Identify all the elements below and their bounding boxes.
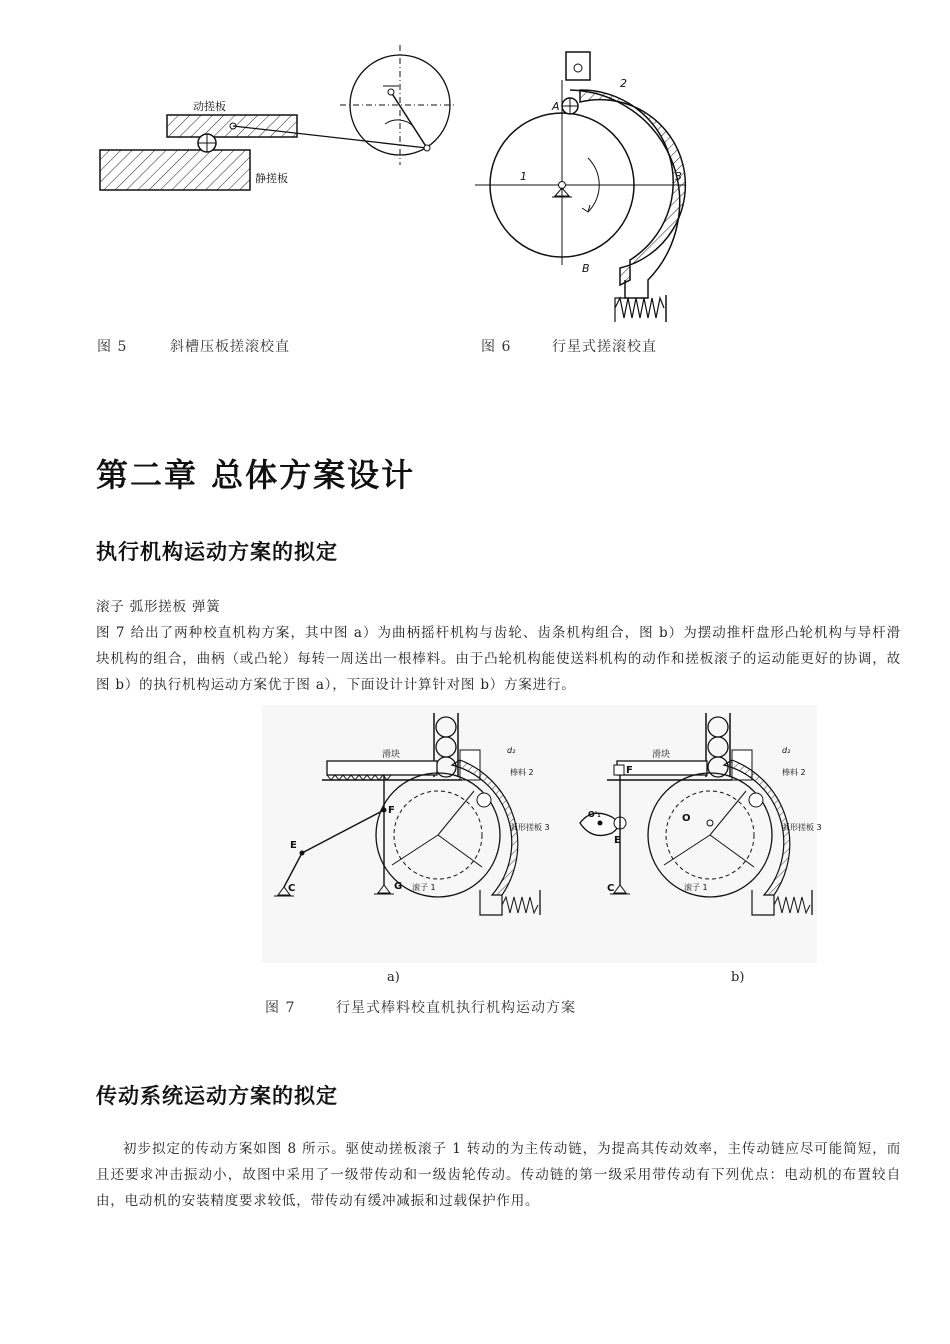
label-b: B [582,262,590,275]
fig7a-label-bar: 棒料 2 [510,768,534,777]
fig7a-label-e: E [290,840,297,851]
fig7b-label-roller: 滚子 1 [684,883,708,892]
fig7a-label-c: C [288,883,296,894]
fig7a-label-g: G [394,881,403,892]
fig7b-slider-label: 滑块 [652,750,671,760]
fig7b-label-e: E [614,835,621,846]
label-1: 1 [520,170,527,183]
fig7b-label-o1: O'₁ [588,810,601,819]
fig7a-label-roller: 滚子 1 [412,883,436,892]
label-3: 3 [675,170,682,183]
section1-paragraph: 图 7 给出了两种校直机构方案，其中图 a）为曲柄摇杆机构与齿轮、齿条机构组合，图 b）为摆动推杆盘形凸轮机构与导杆滑块机构的组合，曲柄（或凸轮）每转一周送出一根棒料。由于凸轮机构能使送料机构的动作和搓板滚子的运动能更好的协调，故图 b）的执行机构运动方案优于图 a），下面设计计算针对图 b）方案进行。 [96,625,901,693]
label-a: A [552,100,560,113]
fig7-sub-b: b) [731,970,745,985]
fig7b-label-c: C [607,883,615,894]
fig7a-label-plate: 弧形搓板 3 [510,823,550,832]
fig7a-label-f: F [388,805,395,816]
chapter-title: 第二章 总体方案设计 [96,456,416,494]
fig5-diagram [95,40,465,210]
fig7-sub-a: a) [387,970,400,985]
fig6-caption-text: 行星式搓滚校直 [552,339,657,355]
fig7b-label-plate: 弧形搓板 3 [782,823,822,832]
static-plate [100,150,250,190]
fig6-caption-num: 图 6 [481,339,512,355]
fig7b-label-o: O [682,813,691,824]
fig7-caption-text: 行星式棒料校直机执行机构运动方案 [336,1000,576,1016]
fig7b-label-f: F [626,765,633,776]
fig7-caption-num: 图 7 [265,1000,296,1016]
fig7a-label-d2: d₂ [507,746,516,755]
fig7b-label-bar: 棒料 2 [782,768,806,777]
spring [615,298,664,322]
fig6-diagram [470,40,695,330]
fig7a-slider-label: 滑块 [382,750,401,760]
section2-title: 传动系统运动方案的拟定 [96,1084,338,1108]
label-moving-plate: 动搓板 [193,100,226,113]
label-static-plate: 静搓板 [255,172,288,185]
fig7b-label-d2: d₂ [782,746,791,755]
fig5-caption-text: 斜槽压板搓滚校直 [170,339,290,355]
fig5-caption-num: 图 5 [97,339,128,355]
section2-paragraph: 初步拟定的传动方案如图 8 所示。驱使动搓板滚子 1 转动的为主传动链，为提高其传动效率，主传动链应尽可能简短，而且还要求冲击振动小，故图中采用了一级带传动和一级齿轮传动。传动链的第一级采用带传动有下列优点：电动机的布置较自由，电动机的安装精度要求较低，带传动有缓冲减振和过载保护作用。 [96,1141,901,1209]
section1-title: 执行机构运动方案的拟定 [96,540,338,564]
fig7-diagram [262,705,822,963]
label-2: 2 [620,77,627,90]
arc-plate [580,90,685,285]
section1-keywords: 滚子 弧形搓板 弹簧 [96,599,221,615]
